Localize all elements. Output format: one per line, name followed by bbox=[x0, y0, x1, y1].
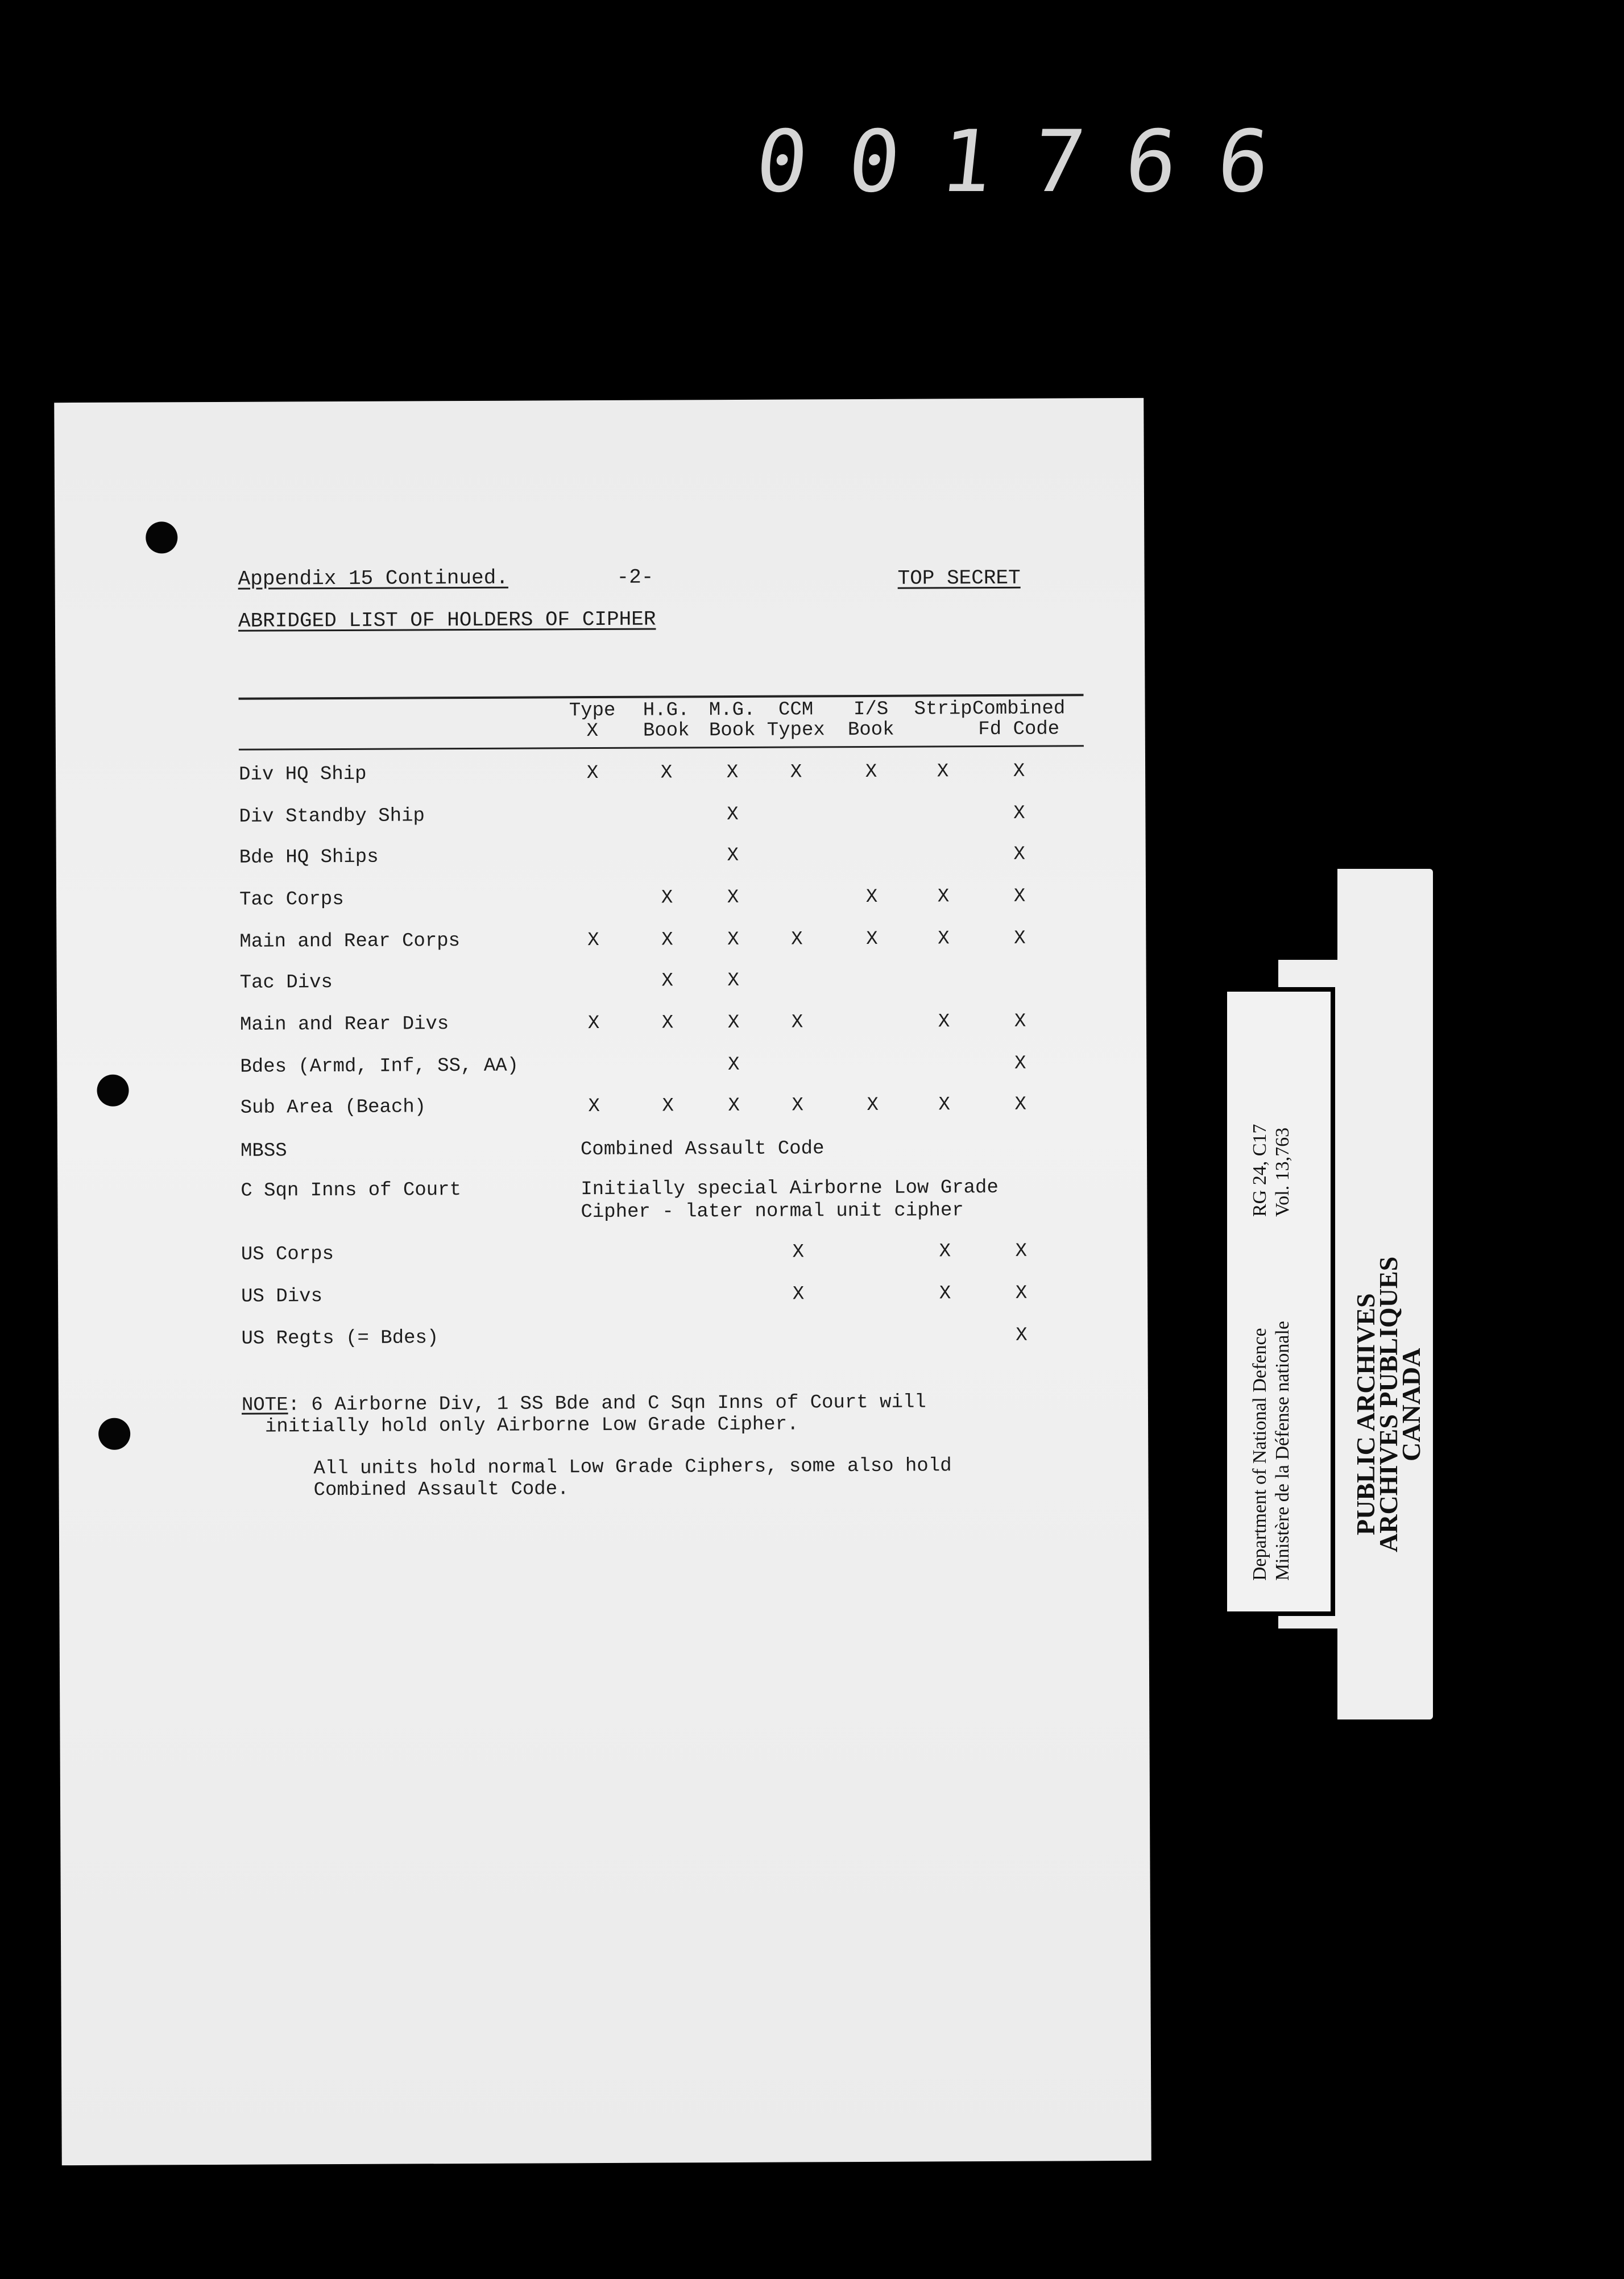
row-label: Main and Rear Divs bbox=[239, 1013, 449, 1036]
document-page bbox=[54, 398, 1151, 2165]
table-row bbox=[239, 843, 1092, 869]
holder-mark: X bbox=[790, 761, 802, 784]
holder-mark: X bbox=[1014, 927, 1026, 950]
table-row bbox=[240, 1010, 1093, 1037]
holder-mark: X bbox=[791, 929, 803, 951]
holder-mark: X bbox=[937, 761, 949, 783]
archive-card-notch bbox=[1278, 869, 1337, 960]
row-label: Tac Corps bbox=[239, 888, 344, 911]
table-row bbox=[241, 1240, 1094, 1266]
table-row bbox=[241, 1282, 1094, 1308]
column-header: H.G. Book bbox=[643, 699, 690, 742]
holder-mark: X bbox=[661, 970, 673, 992]
holder-mark: X bbox=[587, 930, 599, 952]
row-label: C Sqn Inns of Court bbox=[241, 1179, 462, 1202]
holder-mark: X bbox=[662, 1095, 674, 1117]
holder-mark: X bbox=[728, 1054, 740, 1076]
holder-mark: X bbox=[727, 844, 739, 867]
holder-mark: X bbox=[661, 887, 673, 909]
classification-label: TOP SECRET bbox=[897, 566, 1021, 590]
holder-mark: X bbox=[586, 763, 599, 785]
row-label: MBSS bbox=[240, 1140, 287, 1162]
holder-mark: X bbox=[727, 886, 739, 909]
canada-label: CANADA bbox=[1397, 1348, 1426, 1461]
holder-mark: X bbox=[865, 761, 877, 783]
table-row bbox=[240, 968, 1093, 995]
public-archives-label: PUBLIC ARCHIVES bbox=[1351, 1293, 1380, 1535]
frame-number: 001766 bbox=[751, 113, 1316, 212]
holder-mark: X bbox=[867, 1094, 879, 1116]
holder-mark: X bbox=[728, 1095, 740, 1117]
holder-mark: X bbox=[1013, 843, 1026, 865]
column-header: I/S Book bbox=[847, 698, 894, 741]
row-label: Bde HQ Ships bbox=[239, 846, 379, 869]
holder-mark: X bbox=[865, 886, 878, 908]
holder-mark: X bbox=[1013, 760, 1025, 782]
holder-mark: X bbox=[1014, 1053, 1026, 1075]
holder-mark: X bbox=[727, 929, 739, 951]
holder-mark: X bbox=[866, 928, 878, 950]
table-row bbox=[241, 1176, 1093, 1224]
holder-mark: X bbox=[1015, 1240, 1028, 1262]
row-label: Sub Area (Beach) bbox=[240, 1096, 426, 1119]
row-label: US Corps bbox=[241, 1244, 334, 1266]
archive-card-notch bbox=[1278, 1629, 1337, 1719]
table-row bbox=[241, 1136, 1093, 1163]
page-number: -2- bbox=[616, 565, 654, 589]
table-row bbox=[241, 1093, 1093, 1120]
holder-mark: X bbox=[661, 929, 673, 951]
holder-mark: X bbox=[938, 1094, 950, 1116]
holder-mark: X bbox=[938, 928, 950, 950]
punch-hole-top bbox=[146, 521, 177, 553]
table-header-rule bbox=[239, 745, 1084, 750]
volume: Vol. 13,763 bbox=[1272, 1127, 1293, 1217]
table-row bbox=[239, 885, 1092, 911]
punch-hole-middle bbox=[97, 1075, 129, 1107]
holder-mark: X bbox=[792, 1283, 805, 1306]
column-header: Type X bbox=[569, 699, 616, 743]
holder-mark: X bbox=[727, 803, 739, 826]
table-row bbox=[239, 802, 1092, 828]
holder-mark: X bbox=[792, 1241, 805, 1263]
row-note: Combined Assault Code bbox=[580, 1138, 825, 1161]
row-label: US Divs bbox=[241, 1286, 323, 1308]
holder-mark: X bbox=[1014, 1010, 1026, 1033]
holder-mark: X bbox=[1013, 885, 1026, 908]
holder-mark: X bbox=[939, 1241, 951, 1263]
holder-mark: X bbox=[587, 1013, 600, 1035]
row-label: Main and Rear Corps bbox=[239, 930, 461, 953]
table-row bbox=[239, 760, 1092, 786]
holder-mark: X bbox=[661, 1012, 674, 1034]
archives-publiques-label: ARCHIVES PUBLIQUES bbox=[1374, 1256, 1403, 1552]
note-second: All units hold normal Low Grade Ciphers, some also hold Combined Assault Code. bbox=[313, 1455, 952, 1502]
holder-mark: X bbox=[792, 1095, 803, 1117]
table-row bbox=[241, 1324, 1094, 1350]
holder-mark: X bbox=[1014, 1093, 1026, 1116]
table-row bbox=[239, 927, 1092, 954]
holder-mark: X bbox=[726, 761, 739, 784]
holder-mark: X bbox=[1016, 1324, 1028, 1346]
holder-mark: X bbox=[791, 1012, 803, 1034]
column-header: CCM Typex bbox=[767, 699, 825, 741]
note-first bbox=[242, 1392, 926, 1438]
department-fr: Ministère de la Défense nationale bbox=[1272, 1321, 1293, 1581]
holder-mark: X bbox=[727, 1012, 740, 1034]
holder-mark: X bbox=[660, 762, 673, 784]
punch-hole-bottom bbox=[98, 1418, 130, 1450]
holder-mark: X bbox=[939, 1283, 951, 1305]
row-label: US Regts (= Bdes) bbox=[241, 1327, 439, 1350]
table-row bbox=[240, 1052, 1093, 1079]
holder-mark: X bbox=[937, 886, 950, 908]
row-label: Bdes (Armd, Inf, SS, AA) bbox=[240, 1055, 519, 1078]
note-keyword: NOTE bbox=[241, 1394, 288, 1416]
note-first-text: : 6 Airborne Div, 1 SS Bde and C Sqn Inns of Court will initially hold only Airborne Low Grade Cipher. bbox=[242, 1391, 926, 1438]
column-header: M.G. Book bbox=[709, 699, 756, 742]
holder-mark: X bbox=[1015, 1282, 1028, 1304]
holder-mark: X bbox=[938, 1011, 950, 1033]
row-label: Div HQ Ship bbox=[239, 763, 367, 786]
appendix-heading: Appendix 15 Continued. bbox=[238, 566, 508, 591]
row-note: Initially special Airborne Low Grade Cipher - later normal unit cipher bbox=[581, 1176, 999, 1224]
column-header: Strip bbox=[914, 698, 972, 720]
record-group: RG 24, C17 bbox=[1249, 1124, 1270, 1217]
document-title: ABRIDGED LIST OF HOLDERS OF CIPHER bbox=[238, 607, 656, 633]
row-label: Div Standby Ship bbox=[239, 805, 425, 828]
column-header: Combined Fd Code bbox=[972, 698, 1066, 741]
department-en: Department of National Defence bbox=[1249, 1328, 1270, 1581]
holder-mark: X bbox=[727, 969, 739, 992]
holder-mark: X bbox=[588, 1096, 600, 1118]
row-label: Tac Divs bbox=[239, 972, 333, 994]
holder-mark: X bbox=[1013, 802, 1025, 824]
